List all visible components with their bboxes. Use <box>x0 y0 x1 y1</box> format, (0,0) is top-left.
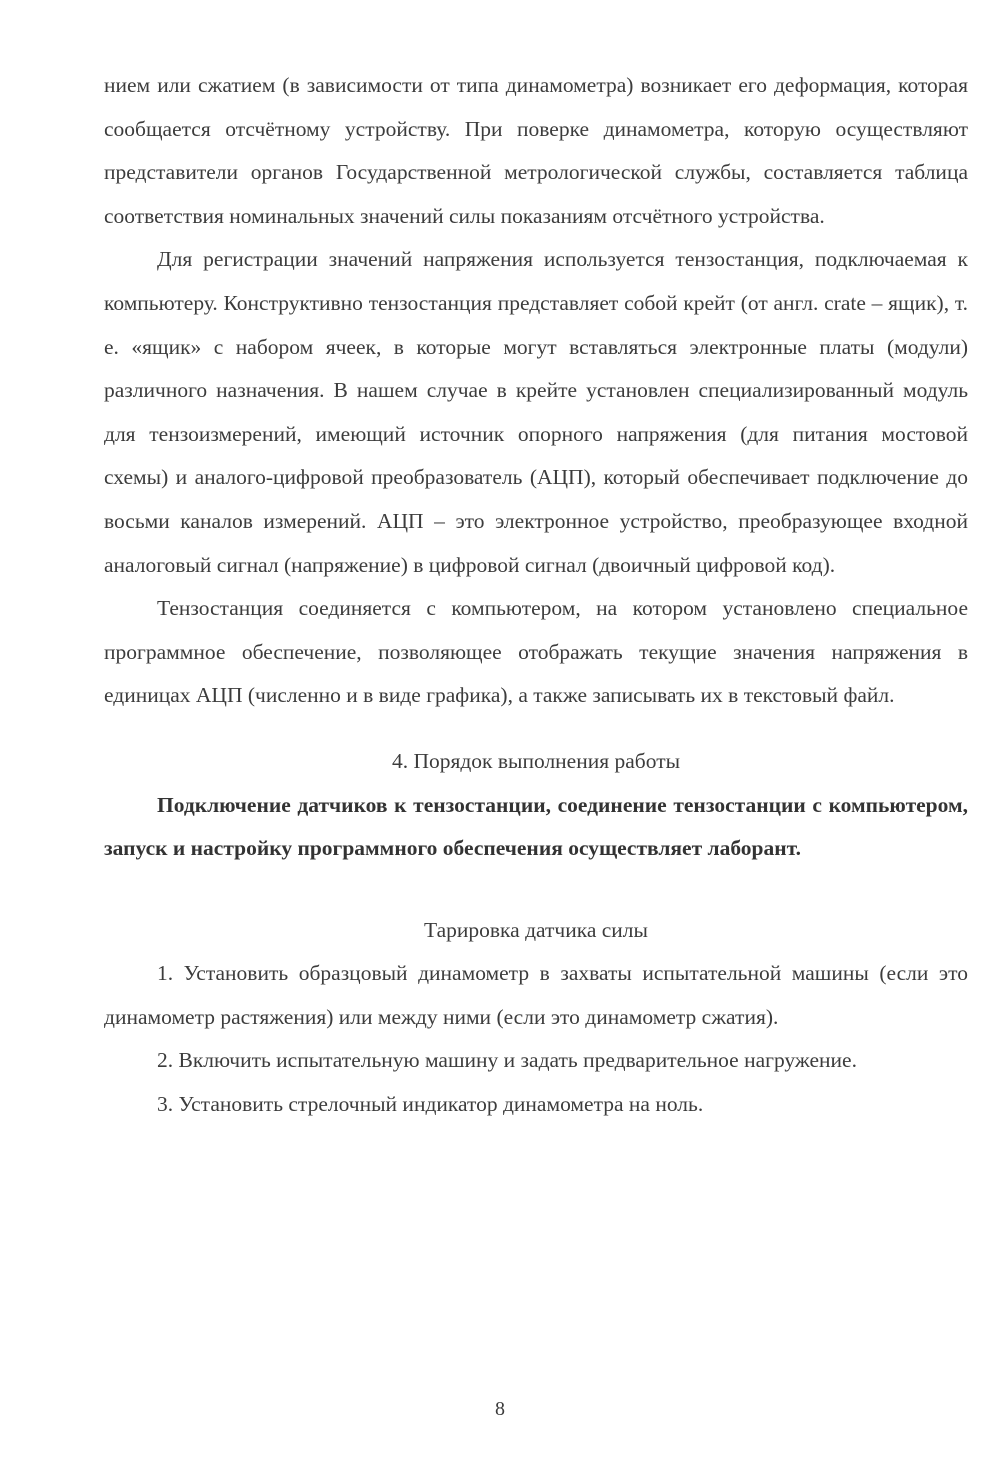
step-1: 1. Установить образцовый динамометр в захваты испытательной машины (если это динамометр растяжения) или между ними (если это динамометр сжатия). <box>104 961 968 1029</box>
paragraph-tensostation: Для регистрации значений напряжения используется тензостанция, подключаемая к компьютеру. Конструктивно тензостанция представляет собой крейт (от англ. crate – ящик), т. е. «ящик» с набором ячеек, в которые могут вставляться электронные платы (модули) различного назначения. В нашем случае в крейте установлен специализированный модуль для тензоизмерений, имеющий источник опорного напряжения (для питания мостовой схемы) и аналого-цифровой преобразователь (АЦП), который обеспечивает подключение до восьми каналов измерений. АЦП – это электронное устройство, преобразующее входной аналоговый сигнал (напряжение) в цифровой сигнал (двоичный цифровой код). <box>104 247 968 577</box>
document-page <box>104 64 968 1127</box>
step-2: 2. Включить испытательную машину и задать предварительное нагружение. <box>157 1048 857 1073</box>
page-number: 8 <box>495 1398 505 1420</box>
subsection-heading: Тарировка датчика силы <box>424 917 648 942</box>
bold-note-paragraph: Подключение датчиков к тензостанции, соединение тензостанции с компьютером, запуск и настройку программного обеспечения осуществляет лаборант. <box>104 792 968 861</box>
section-heading: 4. Порядок выполнения работы <box>391 748 681 773</box>
paragraph-continuation: нием или сжатием (в зависимости от типа динамометра) возникает его деформация, которая сообщается отсчётному устройству. При поверке динамометра, которую осуществляют представители органов Государственной метрологической службы, составляется таблица соответствия номинальных значений силы показаниям отсчётного устройства. <box>104 73 968 228</box>
step-3: 3. Установить стрелочный индикатор динамометра на ноль. <box>157 1092 704 1117</box>
paragraph-software: Тензостанция соединяется с компьютером, на котором установлено специальное программное обеспечение, позволяющее отображать текущие значения напряжения в единицах АЦП (численно и в виде графика), а также записывать их в текстовый файл. <box>104 596 968 708</box>
